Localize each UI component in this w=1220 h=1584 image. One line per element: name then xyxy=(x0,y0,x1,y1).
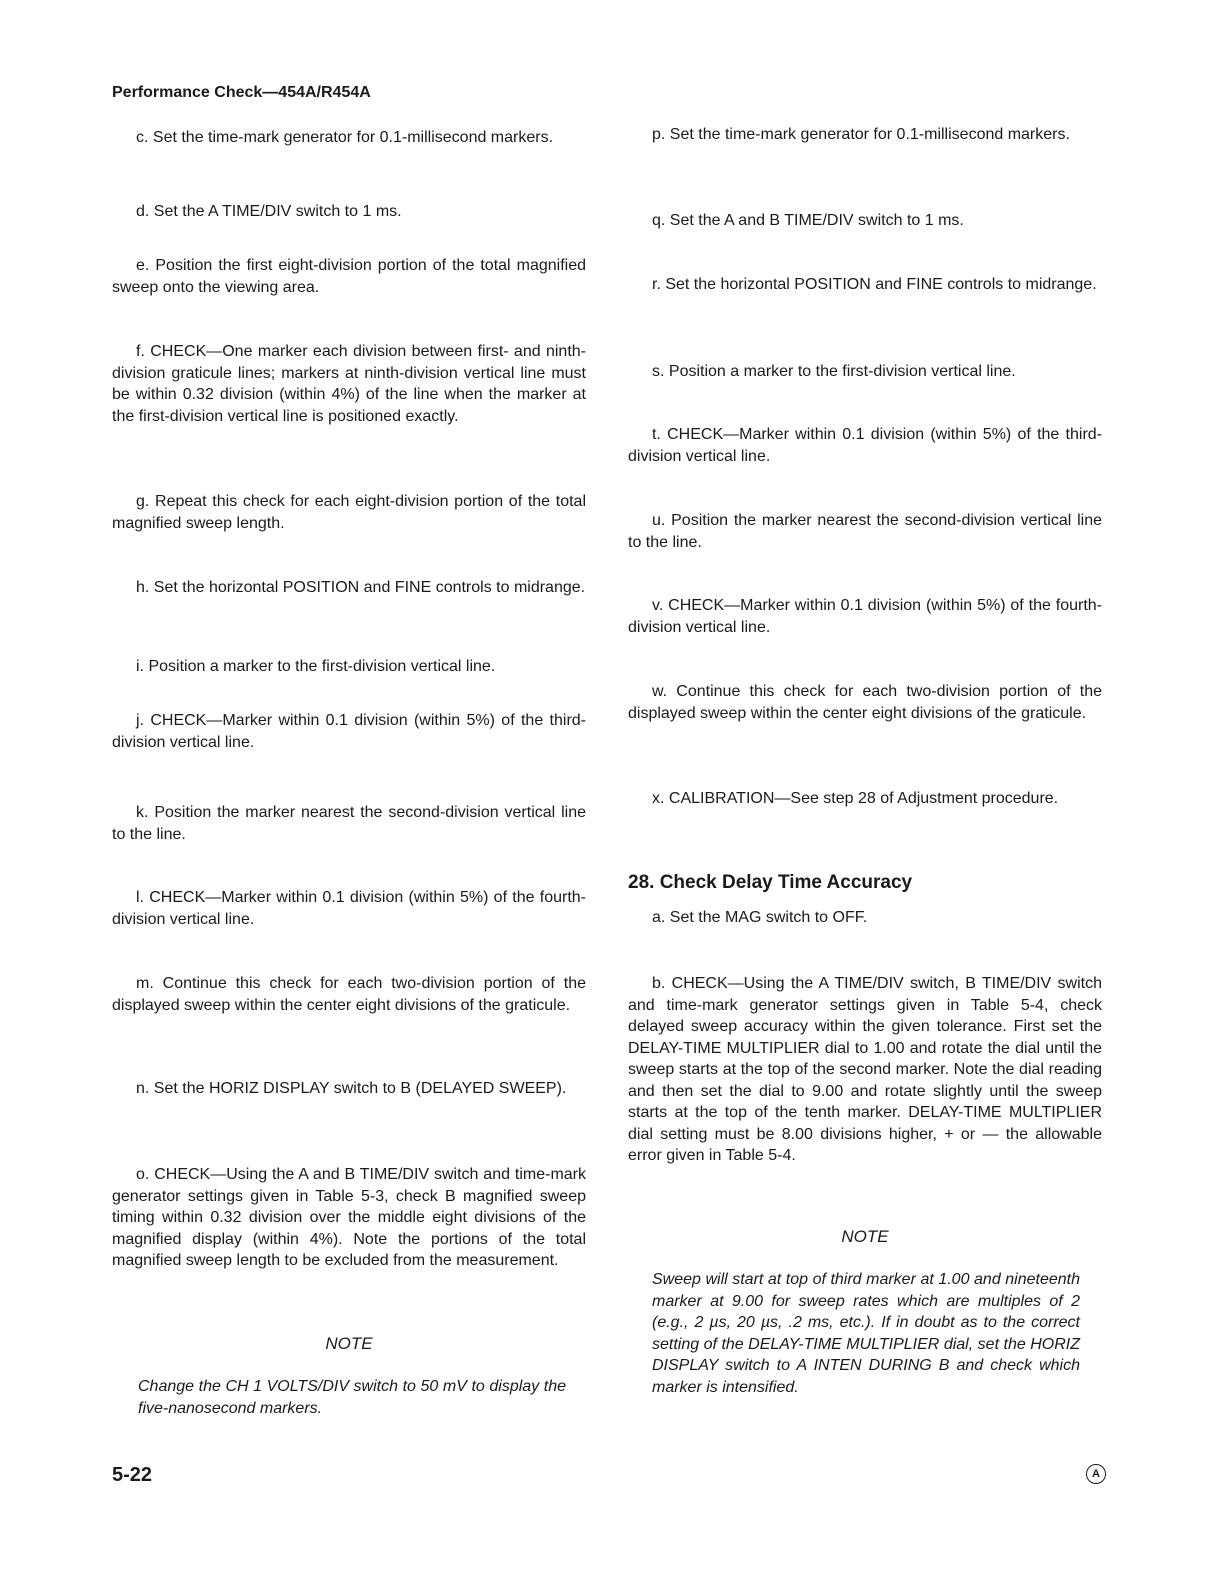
step-p: p. Set the time-mark generator for 0.1-millisecond markers. xyxy=(652,126,1070,143)
step-o: o. CHECK—Using the A and B TIME/DIV switch and time-mark generator settings given in Table 5-3, check B magnified sweep timing within 0.32 division over the middle eight divisions of the magnified display (within 4%). Note the portions of the total magnified sweep length to be excluded from the measurement. xyxy=(112,1166,586,1269)
step-28b: b. CHECK—Using the A TIME/DIV switch, B TIME/DIV switch and time-mark generator settings given in Table 5-4, check delayed sweep accuracy within the given tolerance. First set the DELAY-TIME MULTIPLIER dial to 1.00 and rotate the dial until the sweep starts at the top of the second marker. Note the dial reading and then set the dial to 9.00 and rotate slightly until the sweep starts at the top of the tenth marker. DELAY-TIME MULTIPLIER dial setting must be 8.00 divisions higher, + or — the allowable error given in Table 5-4. xyxy=(628,975,1102,1164)
step-t: t. CHECK—Marker within 0.1 division (within 5%) of the third-division vertical line. xyxy=(628,426,1102,465)
step-v: v. CHECK—Marker within 0.1 division (within 5%) of the fourth-division vertical line. xyxy=(628,597,1102,636)
step-m: m. Continue this check for each two-division portion of the displayed sweep within the center eight divisions of the graticule. xyxy=(112,975,586,1014)
step-r: r. Set the horizontal POSITION and FINE controls to midrange. xyxy=(652,276,1097,293)
right-note-title: NOTE xyxy=(841,1227,889,1246)
right-note-text: Sweep will start at top of third marker at 1.00 and nineteenth marker at 9.00 for sweep rates which are multiples of 2 (e.g., 2 µs, 20 µs, .2 ms, etc.). If in doubt as to the correct setting of the DELAY-TIME MULTIPLIER dial, set the HORIZ DISPLAY switch to A INTEN DURING B and check which marker is intensified. xyxy=(652,1271,1080,1396)
step-c: c. Set the time-mark generator for 0.1-millisecond markers. xyxy=(136,129,554,146)
revision-mark: A xyxy=(1086,1464,1106,1484)
step-k: k. Position the marker nearest the second-division vertical line to the line. xyxy=(112,804,586,843)
step-h: h. Set the horizontal POSITION and FINE controls to midrange. xyxy=(136,579,586,596)
page-header: Performance Check—454A/R454A xyxy=(112,84,371,101)
step-u: u. Position the marker nearest the second-division vertical line to the line. xyxy=(628,512,1102,551)
step-q: q. Set the A and B TIME/DIV switch to 1 ms. xyxy=(652,212,964,229)
left-note-text: Change the CH 1 VOLTS/DIV switch to 50 mV to display the five-nanosecond markers. xyxy=(138,1378,566,1417)
step-g: g. Repeat this check for each eight-division portion of the total magnified sweep length. xyxy=(112,493,586,532)
step-d: d. Set the A TIME/DIV switch to 1 ms. xyxy=(136,203,402,220)
step-n: n. Set the HORIZ DISPLAY switch to B (DELAYED SWEEP). xyxy=(136,1080,567,1097)
step-x: x. CALIBRATION—See step 28 of Adjustment procedure. xyxy=(652,790,1059,807)
page-number: 5-22 xyxy=(112,1464,153,1486)
step-f: f. CHECK—One marker each division between first- and ninth-division graticule lines; markers at ninth-division vertical line must be within 0.32 division (within 4%) of the line when the marker at the first-division vertical line is positioned exactly. xyxy=(112,343,586,425)
step-w: w. Continue this check for each two-division portion of the displayed sweep within the center eight divisions of the graticule. xyxy=(628,683,1102,722)
section-heading: 28. Check Delay Time Accuracy xyxy=(628,872,913,893)
step-28a: a. Set the MAG switch to OFF. xyxy=(652,909,868,926)
step-l: l. CHECK—Marker within 0.1 division (within 5%) of the fourth-division vertical line. xyxy=(112,889,586,928)
step-i: i. Position a marker to the first-division vertical line. xyxy=(136,658,496,675)
left-note-title: NOTE xyxy=(325,1334,373,1353)
step-s: s. Position a marker to the first-division vertical line. xyxy=(652,363,1016,380)
step-e: e. Position the first eight-division portion of the total magnified sweep onto the viewing area. xyxy=(112,257,586,296)
step-j: j. CHECK—Marker within 0.1 division (within 5%) of the third-division vertical line. xyxy=(112,712,586,751)
